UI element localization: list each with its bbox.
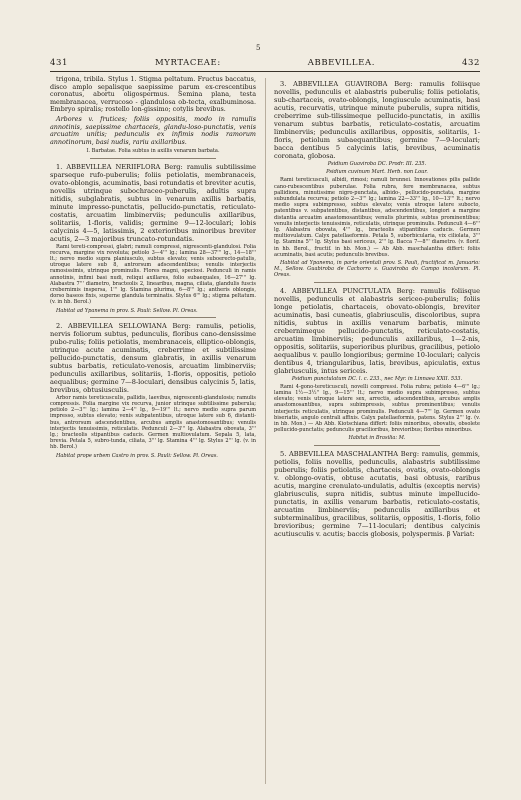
genus-description: trigona, tribila. Stylus 1. Stigma peltatum. Fructus baccatus, disco amplo sepalisque saepissime parum ex-crescentibus coronatus, abortu oligospermus. Semina plana, testa membranacea, verrucoso - glandulosa ob-tecta, exalbuminosa. Embryo spiralis; rostello lon-gissimo; cotylis brevibus. xyxy=(50,76,256,114)
section-rule xyxy=(90,317,216,318)
species-4-title: 4. ABBEVILLEA PUNCTULATA Berg: ramulis foliisque novellis, pedunculis et alabastris sericeo-puberulis; foliis longe petiolatis, chartaceis, obovato-oblongis, breviter acuminatis, basi cuneatis, glabriusculis, discoloribus, supra nitidis, subtus in axillis venarum barbatis, minute crebernimeque pellucido-punctatis, reticulato-costatis, arcuatim limbinerviis; pedunculis axillaribus, 1—2-nis, oppositis, solitariis, superioribus pluribus, gracilibus, petiolo aequalibus v. paullo longioribus; germine 10-loculari; calycis dentibus 4, triangularibus, latis, brevibus, apiculatis, extus glabriusculis, intus sericeis. xyxy=(274,286,480,375)
left-page-number: 431 xyxy=(50,58,69,68)
species-1-habitat: Habitat ad Ypanema in prov. S. Pauli: Sellow. Pl. Oreas. xyxy=(56,307,198,314)
species-3-habitat: Habitat ad Ypanema, in parte orientali prov. S. Pauli, fructificat m. Januario: M., Sellow. Guabiroba de Cachorro s. Guaviroba do Campo incolarum. Pl. Oreas. xyxy=(274,260,480,279)
species-1-title: 1. ABBEVILLEA NERIIFLORA Berg: ramulis subtilissime sparseque rufo-puberulis; foliis petiolatis, membranaceis, ovato-oblongis, acuminatis, basi rotundatis et breviter acutis, novellis utrinque subochraceo-puberulis, adultis supra nitidis, subglabratis, subtus in venarum axillis barbatis, minute impresso-punctatis, pellucido-punctatis, reticulato-costatis, arcuatim limbinerviis; pedunculis axillaribus, solitariis, 1-floris, validis; germine 9—12-loculari; lobis calycinis 4—5, latissimis, 2 exterioribus minoribus breviter acutis, 2—3 majoribus truncato-rotundatis. xyxy=(50,162,256,243)
species-3-synonym-2: Psidium cuvinum Mart. Herb. non Lour. xyxy=(326,169,428,176)
header-rule xyxy=(50,71,480,72)
right-column xyxy=(274,76,480,788)
species-2-title: 2. ABBEVILLEA SELLOWIANA Berg: ramulis, petiolis, nervis foliorum subtus, pedunculis, floribus cano-densissime pubo-rulis; foliis petiolatis, membranaceis, elliptico-oblongis, utrinque acute acuminatis, creberrime et subtilissime pellucido-punctatis, densum glabratis, in axillis venarum subtus barbatis, reticulato-venosis, arcuatim limbinerviis; pedunculis axillaribus, solitariis, 1-floris, oppositis, petiolo aequalibus; germine 7—8-loculari, densibus calycinis 5, latis, brevibus, obtusiusculis. xyxy=(50,321,256,394)
species-3-title: 3. ABBEVILLEA GUAVIROBA Berg: ramulis foliisque novellis, pedunculis et alabastris puberulis; foliis petiolatis, sub-chartaceis, ovato-oblongis, longiuscule acuminatis, basi acutis, recurvatis, utrinque minute puberulis, supra nitidis, creberrime sub-tilissimeque pellucido-punctatis, in axillis venarum subtus barbatis, reticulato-costatis, arcuatim limbinerviis; pedunculis axillaribus, oppositis, solitariis, 1-floris, petiolum subaequantibus; germine 7—9-loculari; bacca dentibus 5 calycinis latis, brevibus, acuminatis coronata, globosa. xyxy=(274,80,480,160)
family-heading: MYRTACEAE: xyxy=(154,58,221,68)
species-2-description: Arbor ramis tereticusculis, pallidis, laevibus, nigrescenti-glandulosis; ramulis compressis. Folia margine vix recurva, junior utrinque subtilissime puberula; petiolo 2—3''' lg.; lamina 2—4'' lg., 9—19''' lt.; nervo medio supra parum impresso, subtus elevato; venis subpatentibus, utroque latere sub 6, distanti-bus, antrorsum adscendentibus, arcubus amplis anastomosantibus; venulis interjectis tenuissimis, reticulatis. Pedunculi 2—3''' lg. Alabastra obovata, 3''' lg.; bracteolis stipantibus caducis. Germen multiovulatum. Sepala 5, lata, brevia. Petala 5, subro-tunda, ciliata, 3''' lg. Stamina 4''' lg. Stylus 2''' lg. (v. in hb. Berol.) xyxy=(50,394,256,451)
species-2-habitat: Habitat prope urbem Castro in prov. S. Pauli: Sellow. Pl. Oreas. xyxy=(56,452,218,459)
genus-diagnosis: Arbores v. frutices; foliis oppositis, modo in ramulis annotinis, saepissime chartaceis, glandu-loso-punctatis, venis arcuatim unitis; pedunculis ex infimis nodis ramorum annotinorum, basi nudis, rariu axillaribus. xyxy=(50,114,256,146)
species-4-description: Rami 4-gono-tereticusculi, novelli compressi. Folia rubra; petiolo 4—6''' lg.; lamina 1½—3½'' lg., 9—15''' lt.; nervo medio supra subimpresso, subtus elevato; venis utroque latere sex, arrectis, adscendentibus, arcubus amplis anastomosantibus, supra subimpressis, subtus prominentibus; venulis interjectis reticulatis, utrinque prominulis. Pedunculi 4—7''' lg. Germen ovato biseriatis, angulo centrali affixis. Calyx patellaeformis, patens. Stylus 2''' lg. (v. in hb. Mon.) — Ab Abb. Kiotschiana differt: foliis minoribus, obovatis, obsolete pellucido-punctatis; pedunculis gracilioribus, brevioribus; floribus minoribus. xyxy=(274,383,480,434)
genus-heading: ABBEVILLEA. xyxy=(307,58,376,68)
section-rule xyxy=(314,282,440,283)
section-rule xyxy=(314,445,440,446)
species-5-title: 5. ABBEVILLEA MASCHALANTHA Berg: ramulis, gemmis, petiolis, foliis novellis, pedunculis, alabastris subtilissime puberulis; foliis petiolatis, chartaceis, ovatis, ovato-oblongis v. oblongo-ovatis, obtuse acutatis, basi obtusis, raribus acutis, margine crenulato-undulatis, adultis (exceptis nervis) glabriusculis, supra nitidis, subtus minute impellucido-punctatis, in axillis venarum barbatis, reticulato-costatis, arcuatim limbinerviis; pedunculis axillaribus et subterminalibus, gracilibus, solitariis, oppositis, 1-floris, folio brevioribus; germine 7—11-loculari; dentibus calycinis acutiusculis v. acutis; baccis globosis, polyspermis. β Variat: xyxy=(274,449,480,538)
species-4-habitat: Habitat in Brasilia: M. xyxy=(348,435,406,442)
species-3-synonym-1: Psidium Guaviroba DC. Prodr. III. 235. xyxy=(327,161,427,167)
species-4-synonym: Psidium punctulatum DC. l. c. 233., nec Myr. in Linnaea XXII. 533. xyxy=(291,375,463,382)
running-header xyxy=(50,56,480,70)
section-rule xyxy=(90,158,216,159)
left-column xyxy=(50,76,256,788)
species-1-description: Rami tereti-compressi, glabri; ramuli compressi, nigrescenti-glandulosi. Folia recurva, margine vix revoluta; petiolo 3—4''' lg.; lamina 28—37''' lg., 14—18''' lt.; nervo medio supra planiusculo, subtus elevato; venis suboerecto-patulis, utroque latere sub 8, antrorsum adscendentibus; venulis interjectis ramosissimis, utrinque prominulis. Flores magni, speciosi. Pedunculi in ramis annotinis, infimi basi nudi, reliqui axillares, folio subaequales, 16—27''' lg. Alabastra 7''' diametro, bracteolis 2, linearibus, magna, ciliata, glandulis fuscis crebernimis inspersa, 1''' lg. Stamina plurima, 6—8''' lg.; antheris oblongis, dorso baseos fixis, superne glandula terminatis. Stylus 6''' lg.; stigma peltatum. (v. in hb. Berol.) xyxy=(50,243,256,306)
page-mark: 5 xyxy=(256,44,261,52)
subsection-heading: I. Barbatae. Folia subtus in axillis venarum barbata. xyxy=(86,148,220,155)
right-page-number: 432 xyxy=(461,58,480,68)
species-3-description: Rami tereticusculi, albidi, rimosi; ramuli brunnei. Innovationes pilis pallide cano-rubescentibus puberulae. Folia rubra, fere membranacea, subtus pallidiora, minutissime nigro-punctata, albido-, pellucido-punctata, margine subundulata recurva; petiolo 2—3''' lg.; lamina 22—33''' lg., 10—13''' lt.; nervo medio supra subimpresso, subtus elevato; venis utroque latere subocto, patentibus v. subpatentibus, distantibus, adscendentibus, longiori a margine distantia arcuatim anastomosantibus; venulis plurimis, subtus prominentibus; venulis interjectis tenuissimis, reticulatis, utrinque prominulis. Pedunculi 4—6''' lg. Alabastra obovata, 4''' lg., bracteolis stipantibus caducis. Germen multiovulatum. Calyx patellaeformis. Petala 5, suborbicularia, vix ciliolata, 3''' lg. Stamina 5''' lg. Stylus basi sericeus, 2''' lg. Bacca 7—8''' diametro. (v. florif. in hb. Berol., fructif. in hb. Mon.) — Ab Abb. maschalantha differt: foliis acuminatis, basi acutis; pedunculis brevibus. xyxy=(274,177,480,258)
column-divider xyxy=(265,78,266,784)
